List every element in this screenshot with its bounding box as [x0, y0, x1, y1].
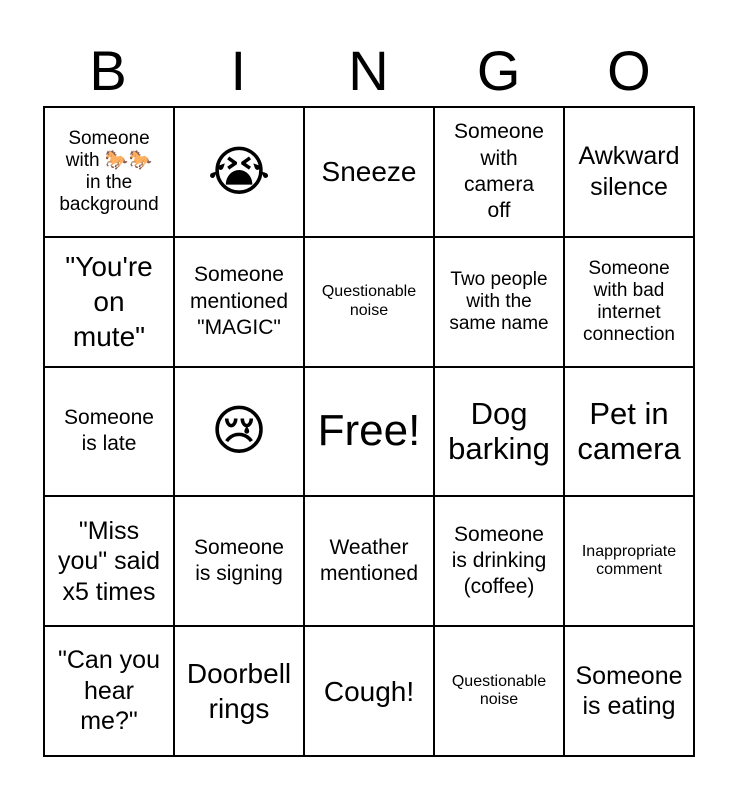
cell-label: Questionable noise	[451, 672, 547, 709]
cell-label: Someone with bad internet connection	[583, 258, 675, 345]
bingo-cell[interactable]	[175, 497, 305, 627]
bingo-cell[interactable]	[305, 108, 435, 238]
cell-label: Inappropriate comment	[581, 542, 677, 579]
bingo-cell[interactable]	[45, 108, 175, 238]
cell-label: Questionable noise	[321, 283, 417, 319]
bingo-cell[interactable]	[435, 238, 565, 368]
header-letter-b: B	[89, 39, 127, 102]
bingo-cell[interactable]	[565, 108, 695, 238]
cell-label: Dog barking	[448, 395, 550, 467]
bingo-cell[interactable]	[435, 627, 565, 757]
cell-label: Doorbell rings	[186, 658, 292, 725]
bingo-cell[interactable]	[45, 497, 175, 627]
cell-label: Someone is late	[64, 406, 154, 456]
sad-tear-face-icon: 😢	[210, 401, 268, 462]
cell-label: Sneeze	[321, 156, 417, 188]
bingo-cell[interactable]	[435, 368, 565, 498]
header-letter-i: I	[230, 39, 247, 102]
cell-label: "You're on mute"	[65, 251, 153, 353]
cell-label: "Miss you" said x5 times	[58, 516, 160, 606]
bingo-cell[interactable]	[175, 238, 305, 368]
bingo-cell[interactable]	[305, 627, 435, 757]
bingo-cell[interactable]	[305, 238, 435, 368]
free-space-label: Free!	[317, 406, 421, 456]
cell-label: Someone with 🐎🐎 in the background	[59, 128, 159, 215]
cell-label: Pet in camera	[577, 395, 681, 467]
bingo-cell[interactable]	[565, 497, 695, 627]
bingo-cell-free[interactable]	[305, 368, 435, 498]
bingo-cell[interactable]	[45, 238, 175, 368]
header-letter-n: N	[348, 39, 389, 102]
cell-label: Someone is drinking (coffee)	[451, 522, 547, 599]
bingo-cell[interactable]	[175, 627, 305, 757]
bingo-cell[interactable]	[565, 368, 695, 498]
cell-label: Cough!	[323, 675, 415, 707]
bingo-cell[interactable]	[45, 627, 175, 757]
cell-label: Awkward silence	[578, 142, 680, 201]
cell-label: Someone mentioned "MAGIC"	[189, 263, 289, 339]
bingo-cell[interactable]	[45, 368, 175, 498]
header-letter-o: O	[607, 39, 651, 102]
cell-label: Weather mentioned	[319, 536, 419, 586]
cell-label: Someone with camera off	[454, 120, 544, 223]
cell-label: Two people with the same name	[449, 268, 549, 334]
bingo-cell[interactable]	[565, 238, 695, 368]
bingo-cell[interactable]	[305, 497, 435, 627]
bingo-board	[43, 106, 695, 757]
bingo-header	[43, 40, 694, 102]
bingo-cell-emoji[interactable]	[175, 108, 305, 238]
bingo-cell[interactable]	[435, 108, 565, 238]
cell-label: Someone is signing	[194, 536, 284, 586]
cell-label: Someone is eating	[575, 661, 683, 721]
header-letter-g: G	[476, 39, 521, 102]
cell-label: "Can you hear me?"	[58, 646, 160, 736]
crying-face-icon: 😭	[207, 141, 271, 202]
bingo-cell-emoji[interactable]	[175, 368, 305, 498]
bingo-cell[interactable]	[565, 627, 695, 757]
bingo-cell[interactable]	[435, 497, 565, 627]
